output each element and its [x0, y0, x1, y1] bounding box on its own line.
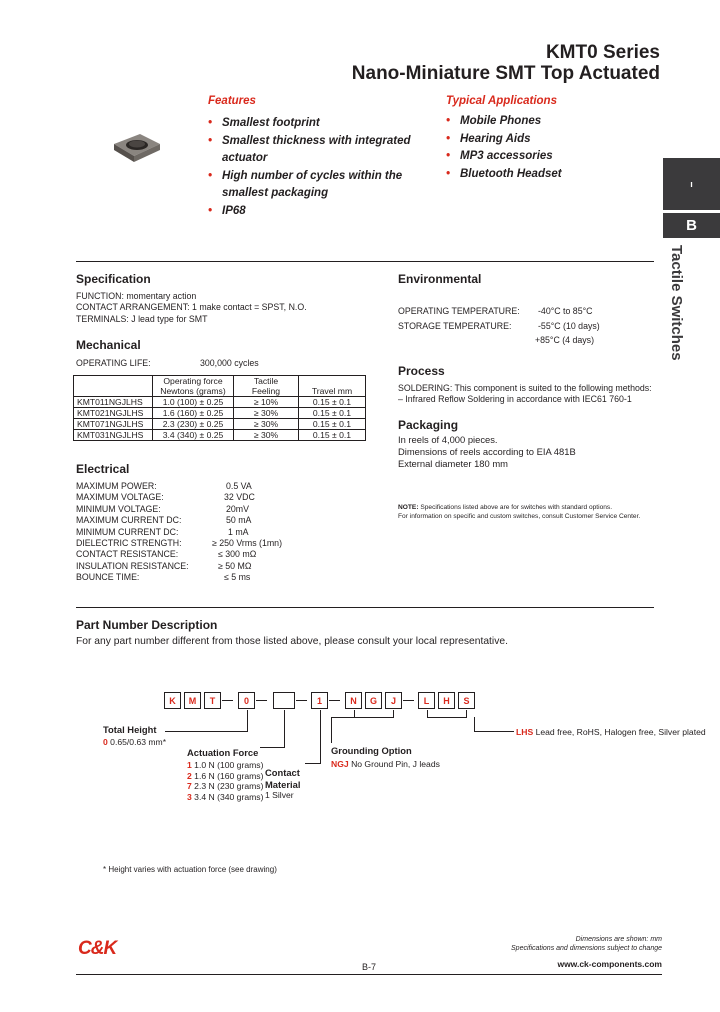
table-header-cell — [74, 386, 153, 397]
feature-item: • High number of cycles within the smallest packaging — [208, 168, 428, 203]
section-divider — [76, 261, 654, 262]
table-cell: KMT021NGJLHS — [74, 408, 153, 419]
table-row — [74, 397, 366, 408]
spec-line: TERMINALS: J lead type for SMT — [76, 313, 208, 324]
electrical-row: CONTACT RESISTANCE: ≤ 300 mΩ — [76, 549, 257, 560]
pn-box-k: K — [164, 692, 181, 709]
table-header-row — [74, 376, 366, 387]
pn-box-j: J — [385, 692, 402, 709]
side-tab-letter: B — [663, 213, 720, 238]
table-cell: KMT071NGJLHS — [74, 419, 153, 430]
storage-temp-label: STORAGE TEMPERATURE: — [398, 321, 512, 331]
application-item: • Bluetooth Headset — [446, 166, 646, 184]
electrical-row: MINIMUM VOLTAGE: 20mV — [76, 503, 249, 514]
actuation-option: 2 1.6 N (160 grams) — [187, 770, 264, 781]
table-cell: ≥ 30% — [234, 408, 299, 419]
pn-dash — [329, 700, 340, 701]
table-header-cell: Tactile — [234, 376, 299, 387]
leader-line — [466, 710, 467, 718]
pn-box-contact: 1 — [311, 692, 328, 709]
pn-box-m: M — [184, 692, 201, 709]
note-block — [398, 503, 640, 521]
feature-item: • IP68 — [208, 203, 428, 221]
applications-heading: Typical Applications — [446, 95, 557, 107]
height-footnote: * Height varies with actuation force (see drawing) — [103, 865, 277, 874]
electrical-row: MINIMUM CURRENT DC: 1 mA — [76, 526, 249, 537]
process-line: – Infrared Reflow Soldering in accordance with IEC61 760-1 — [398, 394, 632, 405]
contact-material-value: 1 Silver — [265, 790, 294, 800]
total-height-label: Total Height — [103, 724, 157, 735]
leader-line — [474, 731, 514, 732]
table-cell: 0.15 ± 0.1 — [299, 430, 366, 441]
spec-line: FUNCTION: momentary action — [76, 291, 197, 301]
page-subtitle: Nano-Miniature SMT Top Actuated — [351, 63, 660, 84]
side-tab-label: Tactile Switches — [668, 245, 685, 361]
actuation-option: 1 1.0 N (100 grams) — [187, 760, 264, 770]
packaging-line: In reels of 4,000 pieces. — [398, 434, 498, 445]
electrical-row: DIELECTRIC STRENGTH: ≥ 250 Vrms (1mn) — [76, 537, 283, 548]
leader-line — [354, 717, 394, 718]
pn-box-s: S — [458, 692, 475, 709]
electrical-row: BOUNCE TIME: ≤ 5 ms — [76, 572, 251, 583]
spec-line: CONTACT ARRANGEMENT: 1 make contact = SPST, N.O. — [76, 302, 307, 313]
leader-line — [331, 717, 355, 718]
table-cell: 0.15 ± 0.1 — [299, 408, 366, 419]
actuation-option: 7 2.3 N (230 grams) — [187, 781, 264, 791]
actuation-option: 3 3.4 N (340 grams) — [187, 791, 264, 802]
leader-line — [393, 710, 394, 718]
side-tab-mark: ı — [663, 158, 720, 210]
leader-line — [427, 717, 467, 718]
table-cell: ≥ 30% — [234, 419, 299, 430]
electrical-row: MAXIMUM VOLTAGE: 32 VDC — [76, 492, 255, 503]
feature-item: • Smallest thickness with integrated actuator — [208, 133, 428, 168]
applications-list — [446, 113, 646, 183]
electrical-list — [76, 481, 336, 584]
leader-line — [427, 710, 428, 718]
leader-line — [284, 710, 285, 748]
application-item: • MP3 accessories — [446, 148, 646, 166]
pn-dash — [403, 700, 414, 701]
environmental-heading: Environmental — [398, 272, 482, 286]
table-header-cell — [74, 376, 153, 387]
leader-line — [320, 710, 321, 764]
table-cell: KMT011NGJLHS — [74, 397, 153, 408]
table-cell: 3.4 (340) ± 0.25 — [153, 430, 234, 441]
pn-dash — [256, 700, 267, 701]
process-heading: Process — [398, 364, 445, 378]
leader-line — [305, 763, 321, 764]
operating-temp-value: -40°C to 85°C — [538, 306, 593, 316]
application-item: • Mobile Phones — [446, 113, 646, 131]
pn-dash — [222, 700, 233, 701]
storage-temp-value-1: -55°C (10 days) — [538, 321, 600, 331]
actuation-force-label: Actuation Force — [187, 747, 259, 758]
packaging-line: Dimensions of reels according to EIA 481B — [398, 445, 576, 457]
process-line: SOLDERING: This component is suited to the following methods: — [398, 383, 652, 393]
electrical-row: MAXIMUM POWER: 0.5 VA — [76, 481, 252, 491]
part-number-intro: For any part number different from those listed above, please consult your local representative. — [76, 636, 508, 647]
table-cell: KMT031NGJLHS — [74, 430, 153, 441]
product-image — [110, 130, 162, 166]
page-number: B-7 — [362, 962, 377, 972]
table-header-cell: Newtons (grams) — [153, 386, 234, 397]
packaging-lines — [398, 434, 576, 469]
table-header-cell: Feeling — [234, 386, 299, 397]
pn-box-t: T — [204, 692, 221, 709]
footer-disclaimer: Dimensions are shown: mm Specifications and dimensions subject to change — [511, 936, 662, 952]
part-number-heading: Part Number Description — [76, 618, 218, 632]
pn-box-n: N — [345, 692, 362, 709]
table-cell: 0.15 ± 0.1 — [299, 397, 366, 408]
features-heading: Features — [208, 95, 256, 107]
storage-temp-value-2: +85°C (4 days) — [535, 335, 595, 345]
mechanical-heading: Mechanical — [76, 338, 141, 352]
table-header-cell: Travel mm — [299, 386, 366, 397]
section-divider — [76, 607, 654, 608]
operating-life-label: OPERATING LIFE: — [76, 358, 151, 368]
leader-line — [474, 717, 475, 731]
grounding-option: NGJ No Ground Pin, J leads — [331, 759, 440, 769]
features-list — [208, 115, 428, 220]
leader-line — [331, 717, 332, 743]
specification-lines — [76, 291, 307, 325]
application-item: • Hearing Aids — [446, 131, 646, 149]
pn-box-force — [273, 692, 295, 709]
pn-box-h: H — [438, 692, 455, 709]
table-cell: ≥ 30% — [234, 430, 299, 441]
table-row — [74, 430, 366, 441]
packaging-line: External diameter 180 mm — [398, 457, 508, 469]
note-label: NOTE: — [398, 504, 419, 511]
electrical-heading: Electrical — [76, 462, 130, 476]
footer-divider — [76, 974, 662, 975]
table-header-cell: Operating force — [153, 376, 234, 387]
specification-heading: Specification — [76, 272, 151, 286]
packaging-heading: Packaging — [398, 418, 459, 432]
side-tab-label-wrap — [667, 245, 687, 385]
lhs-option: LHS Lead free, RoHS, Halogen free, Silver plated — [516, 727, 706, 737]
table-row — [74, 419, 366, 430]
leader-line — [247, 710, 248, 732]
series-title: KMT0 Series — [545, 42, 660, 63]
website-url[interactable]: www.ck-components.com — [557, 959, 662, 969]
grounding-option-label: Grounding Option — [331, 745, 412, 756]
process-lines — [398, 383, 652, 406]
electrical-row: MAXIMUM CURRENT DC: 50 mA — [76, 515, 252, 526]
pn-box-height: 0 — [238, 692, 255, 709]
table-cell: 1.6 (160) ± 0.25 — [153, 408, 234, 419]
feature-item: • Smallest footprint — [208, 115, 428, 133]
note-line-1: Specifications listed above are for switches with standard options. — [420, 504, 613, 511]
mechanical-table — [73, 375, 366, 441]
table-header-row — [74, 386, 366, 397]
actuation-options — [187, 760, 263, 802]
ck-logo: C&K — [78, 938, 117, 959]
operating-temp-label: OPERATING TEMPERATURE: — [398, 306, 520, 316]
contact-material-label: Contact Material — [265, 767, 301, 790]
electrical-row: INSULATION RESISTANCE: ≥ 50 MΩ — [76, 560, 252, 571]
note-line-2: For information on specific and custom switches, consult Customer Service Center. — [398, 513, 641, 520]
pn-box-l: L — [418, 692, 435, 709]
table-cell: 2.3 (230) ± 0.25 — [153, 419, 234, 430]
pn-dash — [296, 700, 307, 701]
table-cell: ≥ 10% — [234, 397, 299, 408]
table-cell: 1.0 (100) ± 0.25 — [153, 397, 234, 408]
table-cell: 0.15 ± 0.1 — [299, 419, 366, 430]
total-height-option: 0 0.65/0.63 mm* — [103, 737, 167, 747]
table-header-cell — [299, 376, 366, 387]
table-row — [74, 408, 366, 419]
leader-line — [165, 731, 248, 732]
operating-life-value: 300,000 cycles — [200, 358, 259, 368]
leader-line — [260, 747, 285, 748]
pn-box-g: G — [365, 692, 382, 709]
